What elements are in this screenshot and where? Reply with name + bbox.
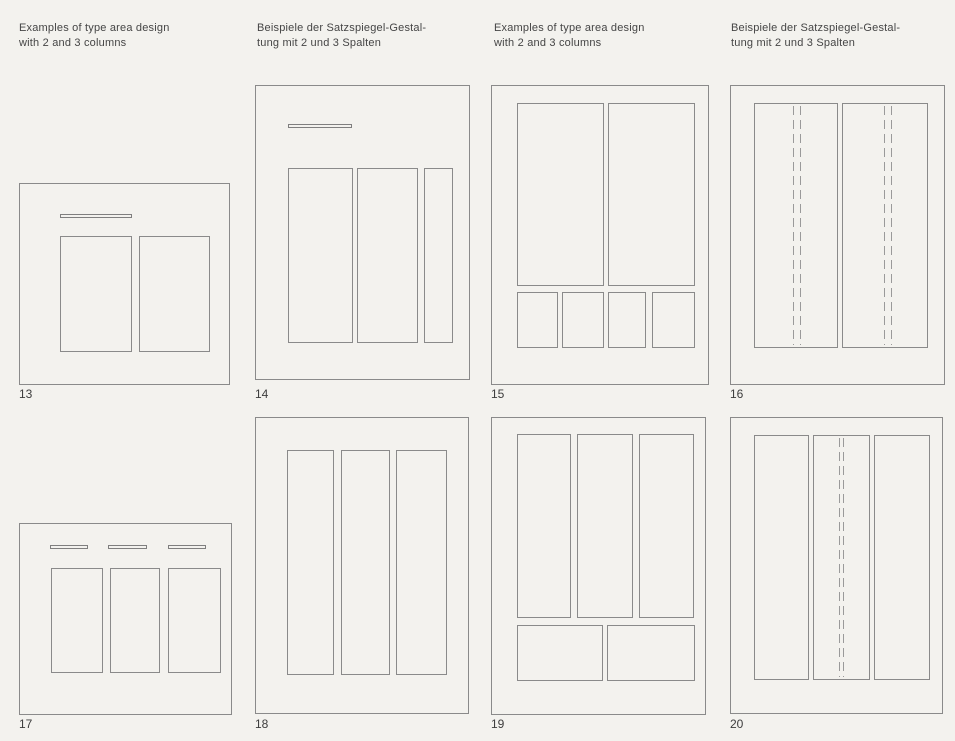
caption-line-2: tung mit 2 und 3 Spalten — [257, 37, 382, 49]
column-rect — [754, 103, 838, 348]
column-rect — [813, 435, 870, 680]
column-rect — [639, 434, 694, 618]
figure-number-20: 20 — [730, 717, 744, 731]
column-rect — [562, 292, 604, 348]
column-rect — [517, 292, 558, 348]
caption-english-right — [494, 21, 645, 51]
column-rect — [357, 168, 418, 343]
dashed-column-divider — [793, 106, 794, 345]
figure-number-14: 14 — [255, 387, 269, 401]
column-rect — [754, 435, 809, 680]
column-rect — [110, 568, 160, 673]
caption-line-2: tung mit 2 und 3 Spalten — [731, 37, 856, 49]
caption-german-right — [731, 21, 900, 51]
dashed-column-divider — [843, 438, 844, 677]
caption-line-2: with 2 and 3 columns — [19, 37, 127, 49]
column-rect — [652, 292, 695, 348]
caption-line-1: Examples of type area design — [494, 22, 645, 34]
column-rect — [517, 625, 603, 681]
dashed-column-divider — [839, 438, 840, 677]
headline-bar — [168, 545, 206, 549]
dashed-column-divider — [800, 106, 801, 345]
column-rect — [517, 103, 604, 286]
dashed-column-divider — [884, 106, 885, 345]
caption-line-1: Beispiele der Satzspiegel-Gestal- — [731, 22, 901, 34]
caption-line-1: Beispiele der Satzspiegel-Gestal- — [257, 22, 427, 34]
caption-line-1: Examples of type area design — [19, 22, 170, 34]
column-rect — [139, 236, 210, 352]
column-rect — [341, 450, 390, 675]
figure-number-17: 17 — [19, 717, 33, 731]
headline-bar — [108, 545, 147, 549]
headline-bar — [288, 124, 352, 128]
column-rect — [607, 625, 695, 681]
column-rect — [288, 168, 353, 343]
column-rect — [60, 236, 132, 352]
figure-number-19: 19 — [491, 717, 505, 731]
figure-number-13: 13 — [19, 387, 33, 401]
column-rect — [517, 434, 571, 618]
column-rect — [842, 103, 928, 348]
caption-german-left — [257, 21, 426, 51]
column-rect — [424, 168, 453, 343]
column-rect — [51, 568, 103, 673]
column-rect — [168, 568, 221, 673]
caption-english-left — [19, 21, 170, 51]
column-rect — [608, 103, 695, 286]
figure-number-18: 18 — [255, 717, 269, 731]
headline-bar — [60, 214, 132, 218]
column-rect — [874, 435, 930, 680]
figure-number-16: 16 — [730, 387, 744, 401]
column-rect — [287, 450, 334, 675]
column-rect — [608, 292, 646, 348]
column-rect — [396, 450, 447, 675]
figure-number-15: 15 — [491, 387, 505, 401]
headline-bar — [50, 545, 88, 549]
caption-line-2: with 2 and 3 columns — [494, 37, 602, 49]
column-rect — [577, 434, 633, 618]
dashed-column-divider — [891, 106, 892, 345]
